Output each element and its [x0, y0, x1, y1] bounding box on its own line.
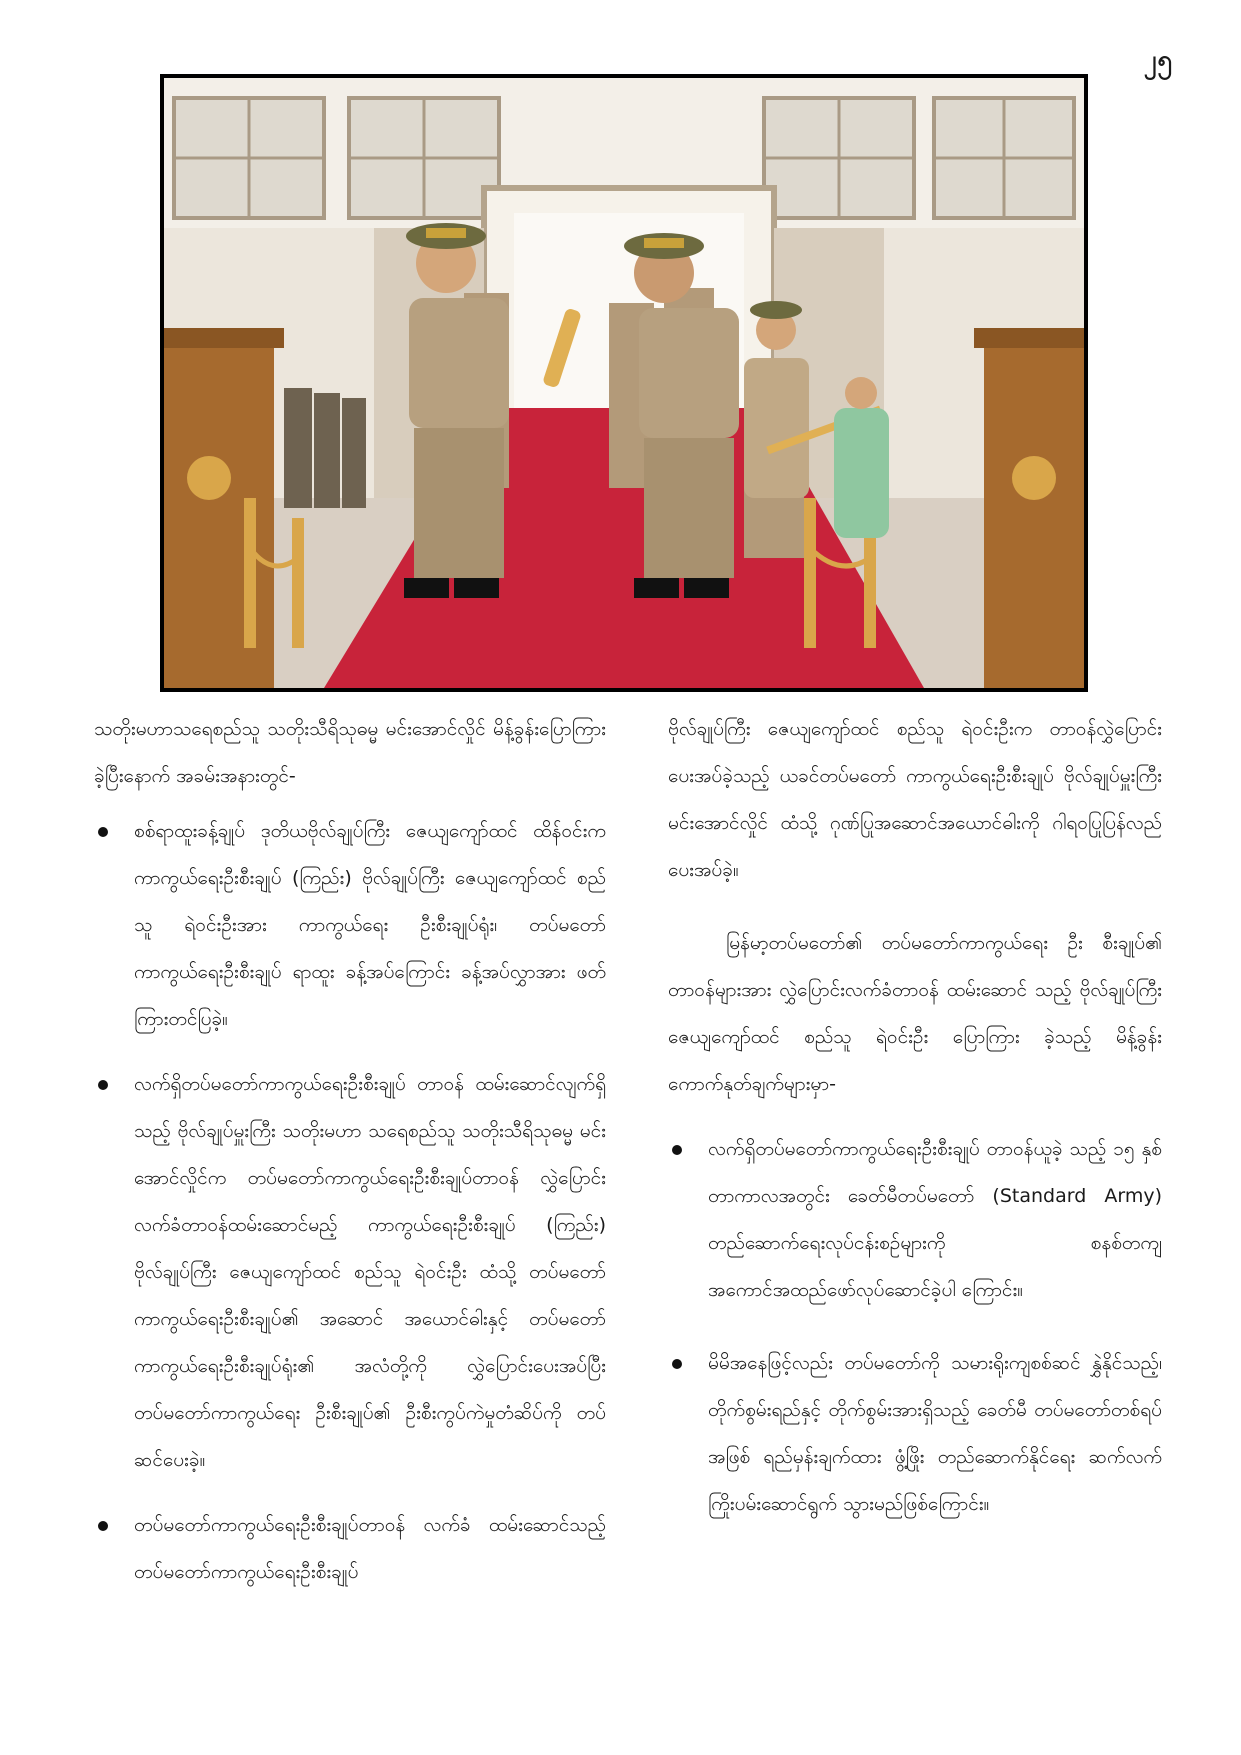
page-number: ၂၅	[1143, 45, 1173, 75]
list-item: လက်ရှိတပ်မတော်ကာကွယ်ရေးဦးစီးချုပ် တာဝန် ထမ်းဆောင်လျက်ရှိသည့် ဗိုလ်ချုပ်မှူးကြီး သတိုးမဟာ သရေစည်သူ သတိုးသီရိသုဓမ္မ မင်းအောင်လှိုင်က တပ်မတော်ကာကွယ်ရေးဦးစီးချုပ်တာဝန် လွှဲပြောင်း လက်ခံတာဝန်ထမ်းဆောင်မည့် ကာကွယ်ရေးဦးစီးချုပ် (ကြည်း) ဗိုလ်ချုပ်ကြီး ဇေယျကျော်ထင် စည်သူ ရဲဝင်းဦး ထံသို့ တပ်မတော်ကာကွယ်ရေးဦးစီးချုပ်၏ အဆောင် အယောင်ဓါးနှင့် တပ်မတော်ကာကွယ်ရေးဦးစီးချုပ်ရုံး၏ အလံတို့ကို လွှဲပြောင်းပေးအပ်ပြီးတပ်မတော်ကာကွယ်ရေး ဦးစီးချုပ်၏ ဦးစီးကွပ်ကဲမှုတံဆိပ်ကို တပ်ဆင်ပေးခဲ့။	[94, 1061, 606, 1484]
ceremony-photo	[160, 74, 1088, 692]
right-column	[668, 706, 1162, 1528]
left-bullet-list	[94, 808, 606, 1596]
ceremony-photo-icon	[164, 78, 1084, 688]
continuation-paragraph: ဗိုလ်ချုပ်ကြီး ဇေယျကျော်ထင် စည်သူ ရဲဝင်းဦးက တာဝန်လွှဲပြောင်းပေးအပ်ခဲ့သည့် ယခင်တပ်မတော် ကာကွယ်ရေးဦးစီးချုပ် ဗိုလ်ချုပ်မှူးကြီး မင်းအောင်လှိုင် ထံသို့ ဂုဏ်ပြုအဆောင်အယောင်ဓါးကို ဂါရဝပြုပြန်လည် ပေးအပ်ခဲ့။	[668, 718, 1162, 881]
list-item: တပ်မတော်ကာကွယ်ရေးဦးစီးချုပ်တာဝန် လက်ခံ ထမ်းဆောင်သည့် တပ်မတော်ကာကွယ်ရေးဦးစီးချုပ်	[94, 1502, 606, 1596]
left-column	[94, 706, 606, 1596]
right-bullet-list	[668, 1126, 1162, 1528]
list-item: လက်ရှိတပ်မတော်ကာကွယ်ရေးဦးစီးချုပ် တာဝန်ယူခဲ့ သည့် ၁၅ နှစ်တာကာလအတွင်း ခေတ်မီတပ်မတော် (Standard Army) တည်ဆောက်ရေးလုပ်ငန်းစဉ်များကို စနစ်တကျ အကောင်အထည်ဖော်လုပ်ဆောင်ခဲ့ပါ ကြောင်း။	[668, 1126, 1162, 1314]
list-item: စစ်ရာထူးခန့်ချုပ် ဒုတိယဗိုလ်ချုပ်ကြီး ဇေယျကျော်ထင် ထိန်ဝင်းက ကာကွယ်ရေးဦးစီးချုပ် (ကြည်း) ဗိုလ်ချုပ်ကြီး ဇေယျကျော်ထင် စည်သူ ရဲဝင်းဦးအား ကာကွယ်ရေး ဦးစီးချုပ်ရုံး၊ တပ်မတော်ကာကွယ်ရေးဦးစီးချုပ် ရာထူး ခန့်အပ်ကြောင်း ခန့်အပ်လွှာအား ဖတ်ကြားတင်ပြခဲ့။	[94, 808, 606, 1043]
list-item: မိမိအနေဖြင့်လည်း တပ်မတော်ကို သမားရိုးကျစစ်ဆင် နွှဲနိုင်သည့်၊ တိုက်စွမ်းရည်နှင့် တိုက်စွမ်းအားရှိသည့် ခေတ်မီ တပ်မတော်တစ်ရပ်အဖြစ် ရည်မှန်းချက်ထား ဖွံ့ဖြိုး တည်ဆောက်နိုင်ရေး ဆက်လက်ကြိုးပမ်းဆောင်ရွက် သွားမည်ဖြစ်ကြောင်း။	[668, 1340, 1162, 1528]
speech-intro-paragraph: မြန်မာ့တပ်မတော်၏ တပ်မတော်ကာကွယ်ရေး ဦး စီးချုပ်၏ တာဝန်များအား လွှဲပြောင်းလက်ခံတာဝန် ထမ်းဆောင် သည့် ဗိုလ်ချုပ်ကြီးဇေယျကျော်ထင် စည်သူ ရဲဝင်းဦး ပြောကြား ခဲ့သည့် မိန့်ခွန်းကောက်နုတ်ချက်များမှာ-	[668, 932, 1162, 1095]
intro-paragraph: သတိုးမဟာသရေစည်သူ သတိုးသီရိသုဓမ္မ မင်းအောင်လှိုင် မိန့်ခွန်းပြောကြားခဲ့ပြီးနောက် အခမ်းအနားတွင်-	[94, 718, 606, 787]
